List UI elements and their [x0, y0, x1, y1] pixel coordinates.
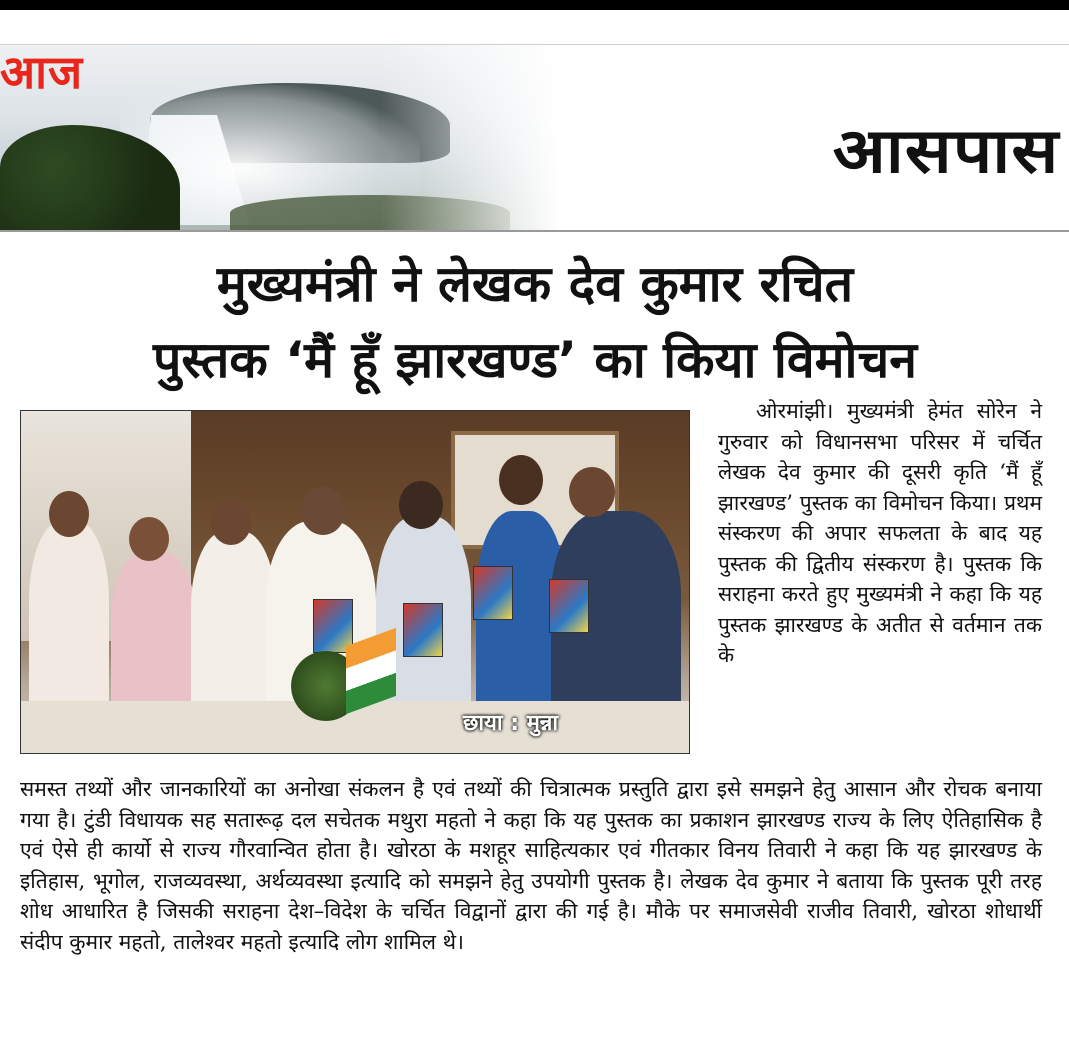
- person-7-head: [569, 467, 615, 517]
- person-6-head: [499, 455, 543, 505]
- waterfall-banner-image: [0, 45, 560, 231]
- book-4: [549, 579, 589, 633]
- article-intro-column: [718, 396, 1042, 671]
- newspaper-logo: आज: [0, 45, 84, 99]
- person-4-head: [301, 487, 345, 535]
- book-2: [403, 603, 443, 657]
- person-1: [29, 521, 109, 721]
- person-3: [191, 531, 276, 721]
- article-body: समस्त तथ्यों और जानकारियों का अनोखा संकलन है एवं तथ्यों की चित्रात्मक प्रस्तुति द्वारा इसे समझने हेतु आसान और रोचक बनाया गया है। टुंडी विधायक सह सतारूढ़ दल सचेतक मथुरा महतो ने कहा कि यह पुस्तक का प्रकाशन झारखण्ड राज्य के लिए ऐतिहासिक है एवं ऐसे ही कार्यो से राज्य गौरवान्वित होता है। खोरठा के मशहूर साहित्यकार एवं गीतकार विनय तिवारी ने कहा कि यह झारखण्ड के इतिहास, भूगोल, राजव्यवस्था, अर्थव्यवस्था इत्यादि को समझने हेतु उपयोगी पुस्तक है। लेखक देव कुमार ने बताया कि पुस्तक पूरी तरह शोध आधारित है जिसकी सराहना देश–विदेश के चर्चित विद्वानों द्वारा की गई है। मौके पर समाजसेवी राजीव तिवारी, खोरठा शोधार्थी संदीप कुमार महतो, तालेश्वर महतो इत्यादि लोग शामिल थे।: [20, 777, 1042, 954]
- person-3-head: [211, 501, 251, 545]
- article-intro-text: ओरमांझी। मुख्यमंत्री हेमंत सोरेन ने गुरुवार को विधानसभा परिसर में चर्चित लेखक देव कुमार की दूसरी कृति ‘मैं हूँ झारखण्ड’ पुस्तक का विमोचन किया। प्रथम संस्करण की अपार सफलता के बाद यह पुस्तक की द्वितीय संस्करण है। पुस्तक कि सराहना करते हुए मुख्यमंत्री ने कहा कि यह पुस्तक झारखण्ड के अतीत से वर्तमान तक के: [718, 399, 1042, 667]
- photo-credit: छाया : मुन्ना: [463, 711, 559, 736]
- person-2-head: [129, 517, 169, 561]
- banner-fade: [380, 45, 560, 231]
- person-1-head: [49, 491, 89, 537]
- masthead: [0, 44, 1069, 231]
- headline-line-2: पुस्तक ‘मैं हूँ झारखण्ड’ का किया विमोचन: [153, 331, 917, 389]
- person-5-head: [399, 481, 443, 529]
- article-photo: [20, 410, 690, 754]
- section-title: आसपास: [832, 114, 1059, 187]
- person-2: [111, 551, 196, 721]
- book-3: [473, 566, 513, 620]
- headline-line-1: मुख्यमंत्री ने लेखक देव कुमार रचित: [216, 255, 854, 313]
- header-divider: [0, 230, 1069, 232]
- article-headline: [20, 246, 1050, 398]
- top-border: [0, 0, 1069, 10]
